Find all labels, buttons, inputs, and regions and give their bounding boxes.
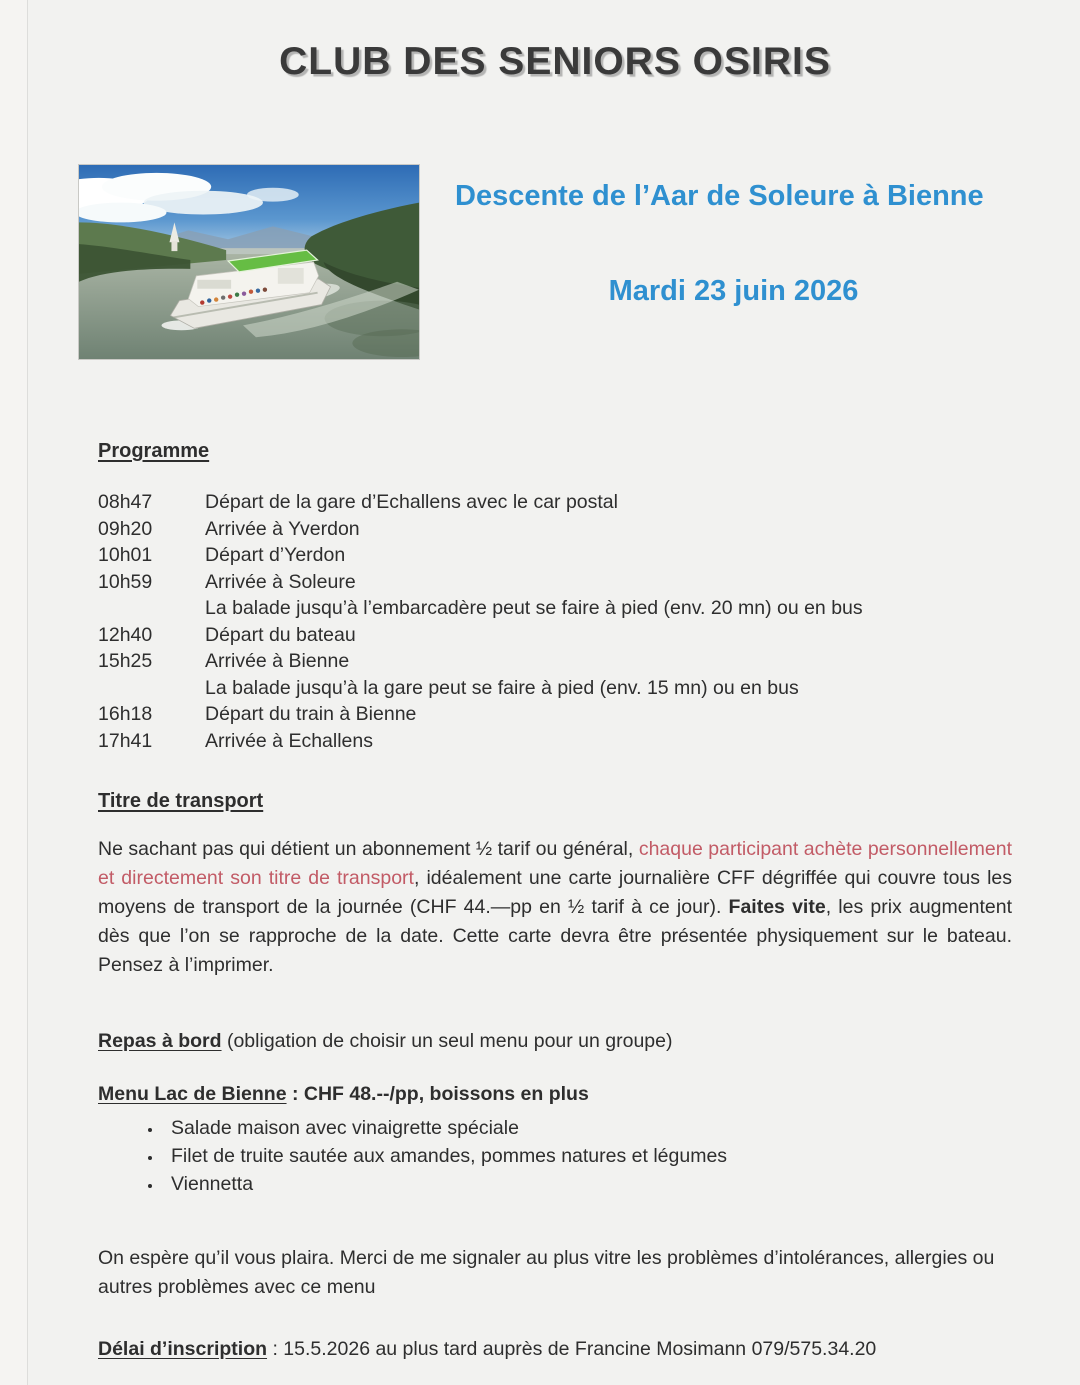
programme-row bbox=[98, 701, 1012, 728]
river-boat-photo bbox=[78, 164, 420, 360]
menu-item: • Viennetta bbox=[163, 1170, 1012, 1198]
menu-heading: Menu Lac de Bienne bbox=[98, 1083, 287, 1105]
programme-row bbox=[98, 542, 1012, 569]
transport-text-3: , les prix augmentent dès que l’on se rapproche de la date. Cette carte devra être présentée physiquement sur le bateau. Pensez à l’imprimer. bbox=[98, 896, 1012, 976]
programme-time: 16h18 bbox=[98, 703, 153, 725]
menu-items-list bbox=[98, 1114, 1012, 1198]
deadline-label: Délai d’inscription bbox=[98, 1338, 268, 1360]
transport-paragraph bbox=[98, 835, 1012, 980]
programme-row bbox=[98, 675, 1012, 702]
programme-row bbox=[98, 489, 1012, 516]
programme-description: La balade jusqu’à la gare peut se faire à pied (env. 15 mn) ou en bus bbox=[205, 676, 799, 699]
programme-heading: Programme bbox=[98, 440, 210, 462]
hero-headings bbox=[420, 164, 1012, 360]
trip-title: Descente de l’Aar de Soleure à Bienne bbox=[455, 180, 984, 212]
scan-page-edge-strip bbox=[0, 0, 27, 1385]
programme-time: 10h59 bbox=[98, 570, 153, 593]
programme-time: 15h25 bbox=[98, 650, 153, 672]
programme-time: 10h01 bbox=[98, 544, 153, 566]
programme-description: Départ d’Yerdon bbox=[205, 544, 346, 566]
programme-time: 08h47 bbox=[98, 491, 153, 513]
programme-time: 12h40 bbox=[98, 623, 153, 646]
meal-heading-suffix: (obligation de choisir un seul menu pour un groupe) bbox=[221, 1030, 673, 1052]
programme-description: Arrivée à Echallens bbox=[205, 729, 373, 752]
menu-item: • Salade maison avec vinaigrette spéciale bbox=[163, 1114, 1012, 1142]
menu-item: • Filet de truite sautée aux amandes, pommes natures et légumes bbox=[163, 1142, 1012, 1170]
programme-row bbox=[98, 516, 1012, 543]
deadline-text: : 15.5.2026 au plus tard auprès de Francine Mosimann 079/575.34.20 bbox=[267, 1338, 877, 1360]
programme-table bbox=[98, 489, 1012, 754]
programme-row bbox=[98, 728, 1012, 755]
programme-description: Départ du bateau bbox=[205, 623, 356, 646]
programme-description: La balade jusqu’à l’embarcadère peut se faire à pied (env. 20 mn) ou en bus bbox=[205, 597, 863, 619]
programme-row bbox=[98, 622, 1012, 649]
programme-time: 17h41 bbox=[98, 729, 153, 752]
page-content bbox=[98, 0, 1012, 1361]
programme-description: Arrivée à Soleure bbox=[205, 570, 356, 593]
transport-text-bold: Faites vite bbox=[728, 896, 826, 918]
programme-description: Départ de la gare d’Echallens avec le car postal bbox=[205, 491, 618, 513]
programme-row bbox=[98, 648, 1012, 675]
transport-text-2: , idéalement une carte journalière CFF dégriffée qui couvre tous les moyens de transport de la journée (CHF 44.—pp en ½ tarif à ce jour). bbox=[98, 867, 1012, 918]
programme-time bbox=[98, 675, 205, 702]
programme-row bbox=[98, 569, 1012, 596]
transport-text-red: chaque participant achète personnellement et directement son titre de transport bbox=[98, 838, 1013, 889]
meal-section-line bbox=[98, 1030, 1012, 1053]
programme-description: Départ du train à Bienne bbox=[205, 703, 417, 725]
programme-time bbox=[98, 595, 205, 622]
page-title: CLUB DES SENIORS OSIRIS bbox=[279, 40, 831, 83]
hero-section bbox=[98, 164, 1012, 360]
transport-text-1: Ne sachant pas qui détient un abonnement ½ tarif ou général, bbox=[98, 838, 639, 860]
trip-date: Mardi 23 juin 2026 bbox=[608, 275, 859, 307]
deadline-line bbox=[98, 1338, 1012, 1361]
programme-time: 09h20 bbox=[98, 517, 153, 540]
closing-note: On espère qu’il vous plaira. Merci de me signaler au plus vitre les problèmes d’intolérances, allergies ou autres problèmes avec ce menu bbox=[98, 1247, 995, 1298]
transport-heading: Titre de transport bbox=[98, 790, 264, 812]
programme-description: Arrivée à Yverdon bbox=[205, 517, 360, 540]
scan-page-edge-line bbox=[27, 0, 28, 1385]
programme-row bbox=[98, 595, 1012, 622]
menu-price: : CHF 48.--/pp, boissons en plus bbox=[286, 1083, 589, 1105]
menu-line bbox=[98, 1083, 1012, 1106]
meal-heading: Repas à bord bbox=[98, 1030, 222, 1052]
programme-description: Arrivée à Bienne bbox=[205, 650, 350, 672]
river-boat-photo-art bbox=[79, 165, 419, 359]
